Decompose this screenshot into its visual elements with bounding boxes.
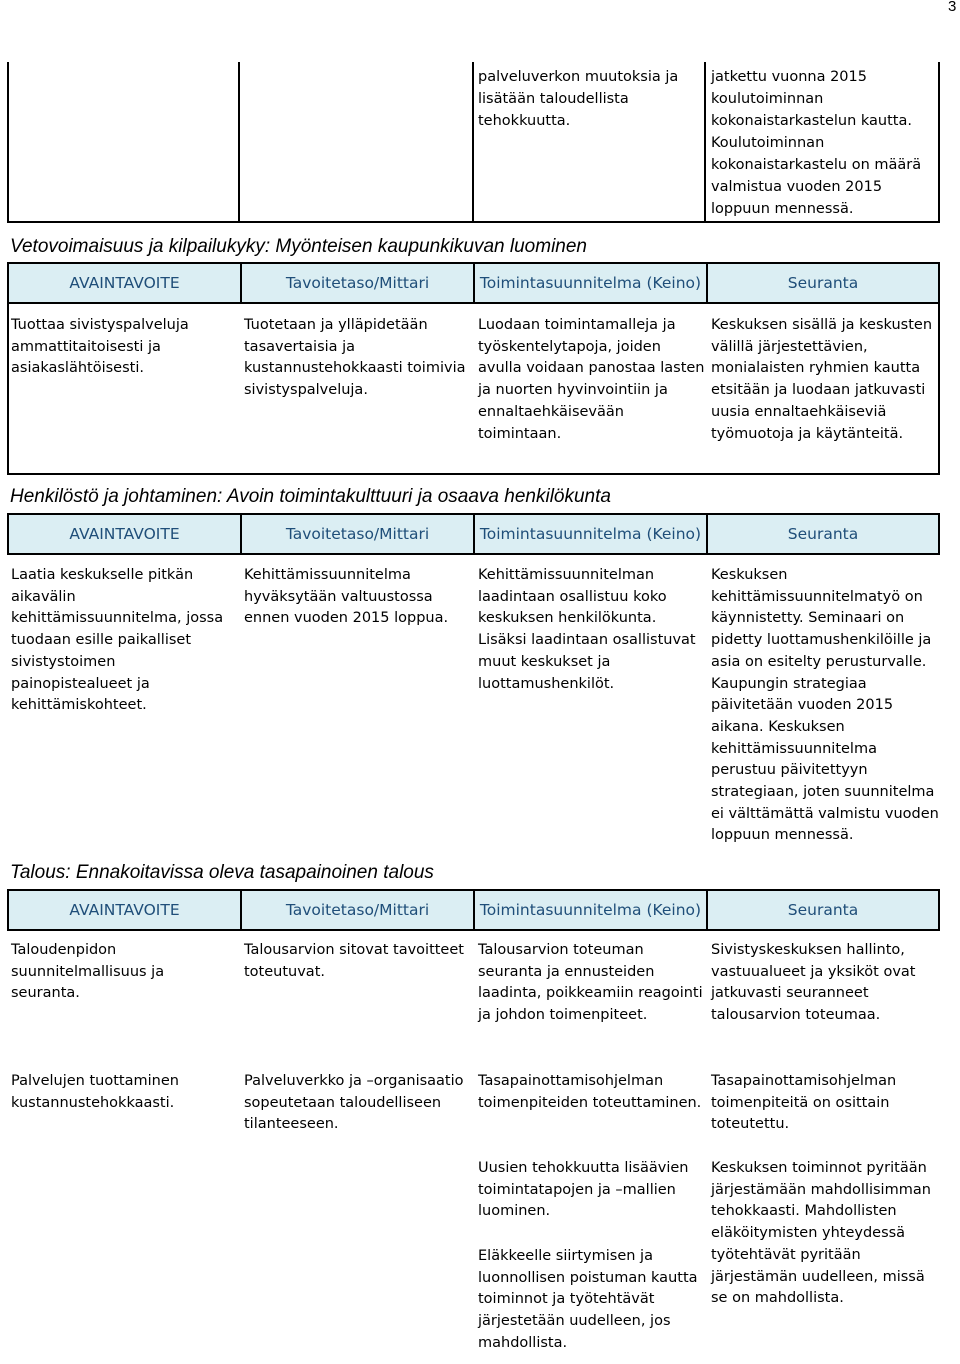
section-title-talous: Talous: Ennakoitavissa oleva tasapainoinen talous	[10, 862, 434, 883]
cell-toimintasuunnitelma: Luodaan toimintamalleja ja työskentelytapoja, joiden avulla voidaan panostaa lasten ja nuorten hyvinvointiin ja ennaltaehkäisevään toimintaan.	[478, 317, 705, 442]
cell-tavoitetaso: Palveluverkko ja –organisaatio sopeutetaan taloudelliseen tilanteeseen.	[244, 1073, 464, 1133]
section-title-henkilosto: Henkilöstö ja johtaminen: Avoin toimintakulttuuri ja osaava henkilökunta	[10, 486, 611, 507]
cell-avaintavoite: Laatia keskukselle pitkän aikavälin kehittämissuunnitelma, jossa tuodaan esille paikalliset sivistystoimen painopistealueet ja kehittämiskohteet.	[11, 567, 224, 714]
header-toimintasuunnitelma: Toimintasuunnitelma (Keino)	[475, 891, 708, 929]
cell-seuranta: Sivistyskeskuksen hallinto, vastuualueet ja yksiköt ovat jatkuvasti seuranneet talousarvion toteumaa.	[711, 942, 916, 1024]
section-title-vetovoimaisuus: Vetovoimaisuus ja kilpailukyky: Myönteisen kaupunkikuvan luominen	[10, 236, 587, 257]
cell-tavoitetaso: Talousarvion sitovat tavoitteet toteutuvat.	[244, 942, 464, 980]
continuation-table	[7, 62, 940, 223]
header-seuranta: Seuranta	[787, 525, 859, 543]
header-avaintavoite: AVAINTAVOITE	[9, 264, 242, 302]
header-seuranta: Seuranta	[787, 274, 859, 292]
table-header	[7, 889, 940, 931]
table-header	[7, 513, 940, 555]
cell-tavoitetaso: Tuotetaan ja ylläpidetään tasavertaisia ja kustannustehokkaasti toimivia sivistyspalveluja.	[244, 317, 466, 399]
cell-toimintasuunnitelma: Eläkkeelle siirtymisen ja luonnollisen poistuman kautta toiminnot ja työtehtävät järjestetään uudelleen, jos mahdollista.	[478, 1248, 698, 1351]
cell-avaintavoite: Palvelujen tuottaminen kustannustehokkaasti.	[11, 1073, 179, 1111]
cell-tavoitetaso: Kehittämissuunnitelma hyväksytään valtuustossa ennen vuoden 2015 loppua.	[244, 567, 449, 627]
cell-toimintasuunnitelma: Uusien tehokkuutta lisäävien toimintatapojen ja –mallien luominen.	[478, 1160, 689, 1220]
header-avaintavoite: AVAINTAVOITE	[9, 515, 242, 553]
header-tavoitetaso: Tavoitetaso/Mittari	[242, 264, 475, 302]
cell-seuranta: Keskuksen kehittämissuunnitelmatyö on käynnistetty. Seminaari on pidetty luottamushenkilöille ja asia on esitelty perusturvalle. Kaupungin strategiaa päivitetään vuoden 2015 aikana. Keskuksen kehittämissuunnitelma perustuu päivitettyyn strategiaan, joten suunnitelma ei välttämättä valmistu vuoden loppuun mennessä.	[711, 567, 939, 844]
continuation-cell-col3: palveluverkon muutoksia ja lisätään taloudellista tehokkuutta.	[478, 69, 679, 129]
cell-toimintasuunnitelma: Talousarvion toteuman seuranta ja ennusteiden laadinta, poikkeamiin reagointi ja johdon toimenpiteet.	[478, 942, 703, 1024]
header-toimintasuunnitelma: Toimintasuunnitelma (Keino)	[475, 264, 708, 302]
page-number: 3	[948, 0, 957, 15]
header-tavoitetaso: Tavoitetaso/Mittari	[242, 515, 475, 553]
section-table-body	[7, 303, 940, 475]
header-avaintavoite: AVAINTAVOITE	[9, 891, 242, 929]
table-header	[7, 262, 940, 304]
cell-avaintavoite: Taloudenpidon suunnitelmallisuus ja seuranta.	[11, 942, 165, 1002]
cell-avaintavoite: Tuottaa sivistyspalveluja ammattitaitoisesti ja asiakaslähtöisesti.	[11, 317, 189, 377]
header-tavoitetaso: Tavoitetaso/Mittari	[242, 891, 475, 929]
cell-toimintasuunnitelma: Kehittämissuunnitelman laadintaan osallistuu koko keskuksen henkilökunta. Lisäksi laadintaan osallistuvat muut keskukset ja luottamushenkilöt.	[478, 567, 696, 692]
header-seuranta: Seuranta	[787, 901, 859, 919]
cell-seuranta: Tasapainottamisohjelman toimenpiteitä on osittain toteutettu.	[711, 1073, 897, 1133]
cell-seuranta: Keskuksen toiminnot pyritään järjestämään mahdollisimman tehokkaasti. Mahdollisten eläköitymisten yhteydessä työtehtävät pyritään järjestämän uudelleen, missä se on mahdollista.	[711, 1160, 931, 1307]
cell-seuranta: Keskuksen sisällä ja keskusten välillä järjestettävien, monialaisten ryhmien kautta etsitään ja luodaan jatkuvasti uusia ennaltaehkäiseviä työmuotoja ja käytänteitä.	[711, 317, 933, 442]
header-toimintasuunnitelma: Toimintasuunnitelma (Keino)	[475, 515, 708, 553]
continuation-cell-col4: jatkettu vuonna 2015 koulutoiminnan kokonaistarkastelun kautta. Koulutoiminnan kokonaistarkastelu on määrä valmistua vuoden 2015 loppuun mennessä.	[711, 69, 922, 217]
cell-toimintasuunnitelma: Tasapainottamisohjelman toimenpiteiden toteuttaminen.	[478, 1073, 702, 1111]
